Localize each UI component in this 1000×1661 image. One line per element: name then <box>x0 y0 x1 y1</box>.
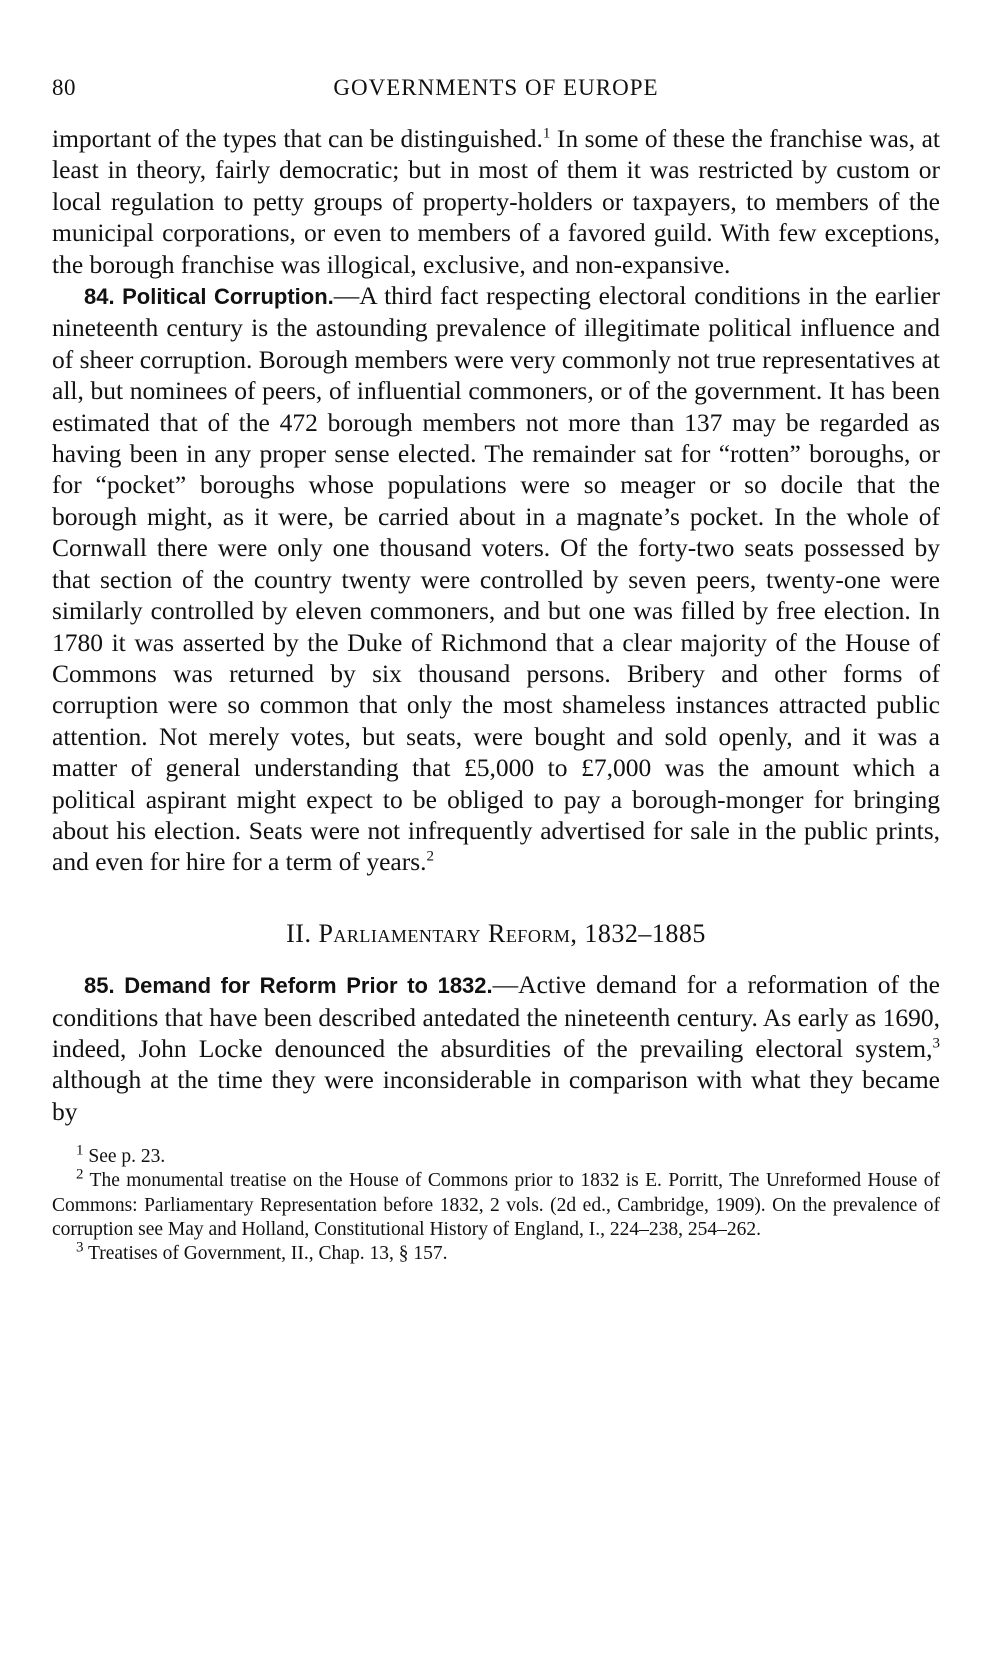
paragraph-text-continued: In some of these the franchise was, at least in theory, fairly democratic; but in most of them it was restricted by custom or local regulation to petty groups of property-holders or taxpayers, to members of the municipal corporations, or even to members of a favored guild. With few exceptions, the borough franchise was illogical, exclusive, and non-expansive. <box>52 124 940 279</box>
paragraph-text: —Active demand for a reformation of the conditions that have been described antedated the nineteenth century. As early as 1690, indeed, John Locke denounced the absurdities of the prevailing electoral system, <box>52 970 940 1063</box>
page-number: 80 <box>52 75 76 100</box>
paragraph-text-continued: although at the time they were inconsiderable in comparison with what they became by <box>52 1065 940 1126</box>
paragraph-text: important of the types that can be distinguished. <box>52 124 543 153</box>
footnote-mark: 3 <box>76 1239 84 1256</box>
footnote-2 <box>52 1166 940 1242</box>
footnote-ref-2[interactable]: 2 <box>426 848 435 865</box>
paragraph-heading-84: 84. Political Corruption. <box>84 284 334 310</box>
running-head <box>52 75 940 119</box>
footnotes <box>52 1142 940 1266</box>
footnote-1 <box>52 1142 940 1169</box>
footnote-mark: 1 <box>76 1142 84 1159</box>
paragraph-franchise-types <box>52 123 940 280</box>
paragraph-demand-for-reform <box>52 969 940 1127</box>
footnote-3 <box>52 1239 940 1266</box>
footnote-ref-1[interactable]: 1 <box>542 125 551 142</box>
footnote-text: See p. 23. <box>83 1146 166 1168</box>
footnote-ref-3[interactable]: 3 <box>932 1035 940 1052</box>
paragraph-text: —A third fact respecting electoral conditions in the earlier nineteenth century is the astounding prevalence of illegitimate political influence and of sheer corruption. Borough members were very commonly not true representatives at all, but nominees of peers, of influential commoners, or of the government. It has been estimated that of the 472 borough members not more than 137 may be regarded as having been in any proper sense elected. The remainder sat for “rotten” boroughs, or for “pocket” boroughs whose populations were so meager or so docile that the borough might, as it were, be carried about in a magnate’s pocket. In the whole of Cornwall there were only one thousand voters. Of the forty-two seats possessed by that section of the country twenty were controlled by seven peers, twenty-one were similarly controlled by eleven commoners, and but one was filled by free election. In 1780 it was asserted by the Duke of Richmond that a clear majority of the House of Commons was returned by six thousand persons. Bribery and other forms of corruption were so common that only the most shameless instances attracted public attention. Not merely votes, but seats, were bought and sold openly, and it was a matter of general understanding that £5,000 to £7,000 was the amount which a political aspirant might expect to be obliged to pay a borough-monger for bringing about his election. Seats were not infrequently advertised for sale in the public prints, and even for hire for a term of years. <box>52 281 940 877</box>
running-title: GOVERNMENTS OF EUROPE <box>333 75 659 100</box>
body-text <box>52 123 940 1127</box>
paragraph-political-corruption <box>52 280 940 878</box>
section-heading: II. Parliamentary Reform, 1832–1885 <box>286 918 706 948</box>
footnote-mark: 2 <box>76 1166 84 1183</box>
footnote-text: Treatises of Government, II., Chap. 13, § 157. <box>83 1243 448 1264</box>
footnote-text: The monumental treatise on the House of Commons prior to 1832 is E. Porritt, The Unreformed House of Commons: Parliamentary Representation before 1832, 2 vols. (2d ed., Cambridge, 1909). On the prevalence of corruption see May and Holland, Constitutional History of England, I., 224–238, 254–262. <box>52 1170 940 1240</box>
paragraph-heading-85: 85. Demand for Reform Prior to 1832. <box>84 973 493 999</box>
